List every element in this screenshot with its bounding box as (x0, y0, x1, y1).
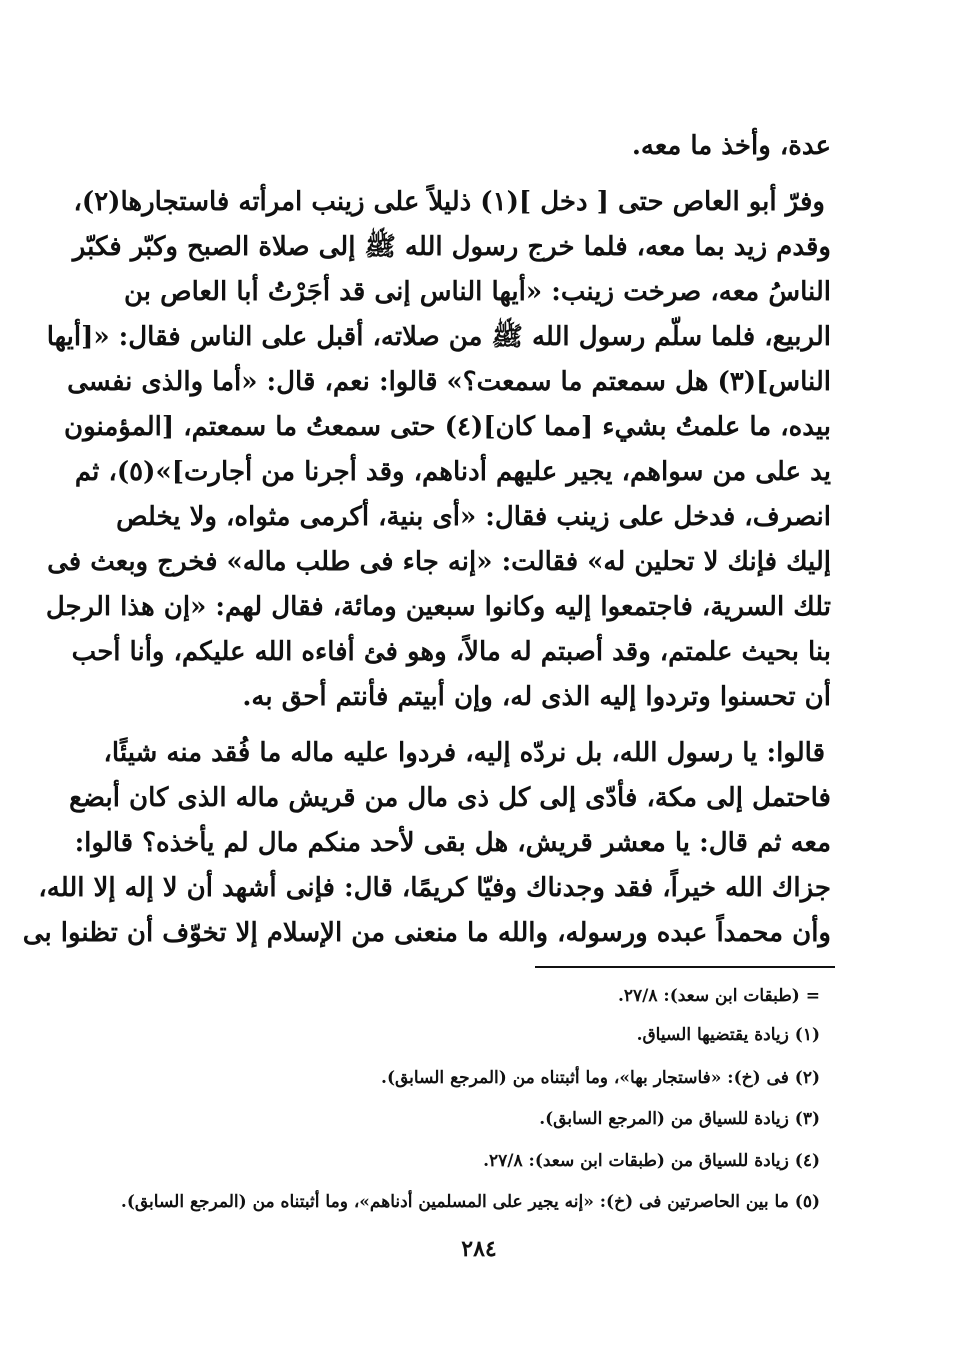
page-number: ٢٨٤ (461, 1236, 497, 1262)
text-line: انصرف، فدخل على زينب فقال: «أى بنية، أكرمى مثواه، ولا يخلص (116, 502, 831, 532)
footnote-divider (535, 966, 835, 968)
text-line: وقدم زيد بما معه، فلما خرج رسول الله ﷺ إلى صلاة الصبح وكبّر فكبّر (72, 232, 831, 262)
footnote: (٢) فى (خ): «فاستجار بها»، وما أثبتناه من (المرجع السابق). (381, 1068, 820, 1088)
text-line: عدة، وأخذ ما معه. (631, 131, 831, 161)
footnote: (١) زيادة يقتضيها السياق. (636, 1025, 820, 1045)
text-line: بيده، ما علمتُ بشيء [مما كان](٤) حتى سمعتُ ما سمعتم، [المؤمنون (63, 412, 831, 442)
text-line: الناسُ معه، صرخت زينب: «أيها الناس إنى قد أجَرْتُ أبا العاص بن (124, 277, 832, 307)
footnote: = (طبقات ابن سعد): ٢٧/٨. (617, 986, 820, 1006)
footnote: (٣) زيادة للسياق من (المرجع السابق). (539, 1109, 820, 1129)
text-line: تلك السرية، فاجتمعوا إليه وكانوا سبعين ومائة، فقال لهم: «إن هذا الرجل (45, 592, 831, 622)
text-line: فاحتمل إلى مكة، فأدّى إلى كل ذى مال من قريش ماله الذى كان أبضع (69, 783, 831, 813)
text-line: الناس](٣) هل سمعتم ما سمعت؟» قالوا: نعم، قال: «أما والذى نفسى (67, 367, 831, 397)
text-line: قالوا: يا رسول الله، بل نردّه إليه، فردوا عليه ماله ما فُقد منه شيئًا، (103, 738, 825, 768)
text-line: يد على من سواهم، يجير عليهم أدناهم، وقد أجرنا من أجارت]»(٥)، ثم (74, 457, 831, 487)
text-line: معه ثم قال: يا معشر قريش، هل بقى لأحد منكم مال لم يأخذه؟ قالوا: (74, 828, 831, 858)
footnote: (٥) ما بين الحاصرتين فى (خ): «إنه يجير على المسلمين أدناهم»، وما أثبتناه من (المرجع السابق). (120, 1192, 820, 1212)
text-line: الربيع، فلما سلّم رسول الله ﷺ من صلاته، أقبل على الناس فقال: «[أيها (46, 322, 831, 352)
text-line: أن تحسنوا وتردوا إليه الذى له، وإن أبيتم فأنتم أحق به. (242, 682, 831, 712)
footnote: (٤) زيادة للسياق من (طبقات ابن سعد): ٢٧/٨. (483, 1151, 820, 1171)
text-line: جزاك الله خيراً، فقد وجدناك وفيّا كريمًا، قال: فإنى أشهد أن لا إله إلا الله، (38, 873, 831, 903)
text-line: وأن محمداً عبده ورسوله، والله ما منعنى من الإسلام إلا تخوّف أن تظنوا بى (22, 918, 831, 948)
text-line: إليك فإنك لا تحلين له» فقالت: «إنه جاء فى طلب ماله» فخرج وبعث فى (47, 547, 831, 577)
text-line: بنا بحيث علمتم، وقد أصبتم له مالاً، وهو فئ أفاءه الله عليكم، وأنا أحب (71, 637, 831, 667)
text-line: وفرّ أبو العاص حتى [ دخل ](١) ذليلاً على زينب امرأته فاستجارها(٢)، (73, 187, 825, 217)
